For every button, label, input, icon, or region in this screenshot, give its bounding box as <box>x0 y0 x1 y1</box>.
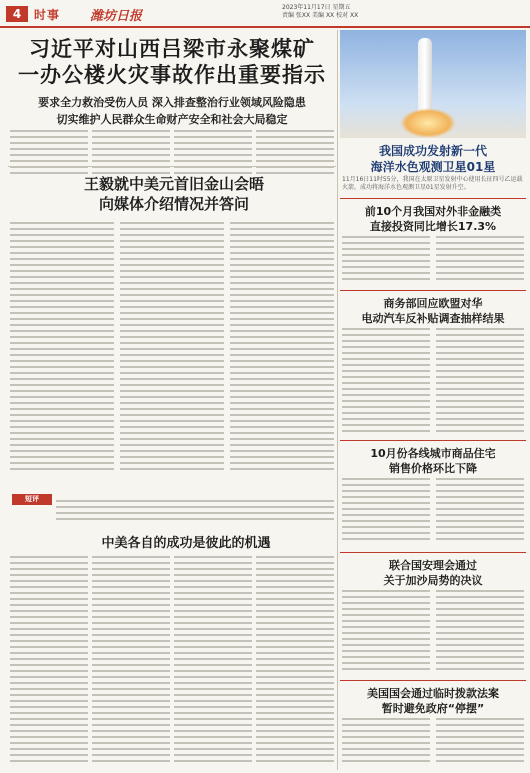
story5-title-1: 美国国会通过临时拨款法案 <box>367 687 499 700</box>
box-body-col-1 <box>10 222 114 474</box>
story2-col-1 <box>342 328 430 436</box>
lead-body-col-1 <box>10 130 88 178</box>
photo-headline-1: 我国成功发射新一代 <box>378 144 487 158</box>
page-number: 4 <box>6 6 28 22</box>
section-name: 时事 <box>34 8 61 22</box>
story-rule <box>340 680 526 681</box>
box-top-rule <box>8 166 336 167</box>
commentary-col-2 <box>92 556 170 766</box>
commentary-intro <box>56 500 334 524</box>
page-header <box>0 0 530 28</box>
story-rule <box>340 440 526 441</box>
photo-caption: 11月16日11时55分，我国在太原卫星发射中心使用长征四号乙运载火箭，成功将海洋水色观测卫星01星发射升空。 <box>342 176 523 191</box>
commentary-col-4 <box>256 556 334 766</box>
commentary-title: 中美各自的成功是彼此的机遇 <box>101 536 271 551</box>
story-rule <box>340 290 526 291</box>
story-rule <box>340 552 526 553</box>
story4-col-1 <box>342 590 430 674</box>
story5-col-1 <box>342 718 430 766</box>
story4-col-2 <box>436 590 524 674</box>
plume-icon <box>400 108 456 138</box>
lead-subhead-2: 切实维护人民群众生命财产安全和社会大局稳定 <box>56 113 288 126</box>
story5-title-2: 暂时避免政府“停摆” <box>381 702 485 715</box>
editor-line: 责编 张XX 美编 XX 校对 XX <box>282 12 359 19</box>
story1-col-2 <box>436 236 524 284</box>
rocket-launch-photo <box>340 30 526 138</box>
box-headline-line-2: 向媒体介绍情况并答问 <box>98 195 249 213</box>
story5-col-2 <box>436 718 524 766</box>
commentary-col-3 <box>174 556 252 766</box>
lead-headline-line-2: 一办公楼火灾事故作出重要指示 <box>18 63 326 87</box>
lead-body-col-4 <box>256 130 334 178</box>
lead-subhead-1: 要求全力救治受伤人员 深入排查整治行业领域风险隐患 <box>38 96 306 109</box>
rocket-icon <box>418 38 432 112</box>
newspaper-logo: 潍坊日报 <box>90 9 143 24</box>
lead-body-col-3 <box>174 130 252 178</box>
story1-title-1: 前10个月我国对外非金融类 <box>364 205 502 218</box>
story4-title-1: 联合国安理会通过 <box>389 559 477 572</box>
box-body-col-2 <box>120 222 224 474</box>
photo-headline-2: 海洋水色观测卫星01星 <box>370 160 496 174</box>
commentary-tag: 短评 <box>12 494 52 505</box>
story3-title-1: 10月份各线城市商品住宅 <box>370 447 496 460</box>
story1-col-1 <box>342 236 430 284</box>
lead-headline-line-1: 习近平对山西吕梁市永聚煤矿 <box>29 37 315 61</box>
story4-title-2: 关于加沙局势的决议 <box>383 574 483 587</box>
commentary-col-1 <box>10 556 88 766</box>
story3-col-1 <box>342 478 430 544</box>
box-headline-line-1: 王毅就中美元首旧金山会晤 <box>83 175 264 193</box>
date-line: 2023年11月17日 星期五 <box>282 4 351 11</box>
box-headline <box>54 174 294 214</box>
box-body-col-3 <box>230 222 334 474</box>
story3-title-2: 销售价格环比下降 <box>389 462 477 475</box>
story2-col-2 <box>436 328 524 436</box>
story1-title-2: 直接投资同比增长17.3% <box>369 220 497 233</box>
lead-body-col-2 <box>92 130 170 178</box>
story-rule <box>340 198 526 199</box>
lead-headline <box>8 36 336 88</box>
story2-title-2: 电动汽车反补贴调查抽样结果 <box>361 312 505 325</box>
story3-col-2 <box>436 478 524 544</box>
header-info <box>282 4 358 20</box>
story2-title-1: 商务部回应欧盟对华 <box>383 297 483 310</box>
column-divider <box>337 30 338 770</box>
